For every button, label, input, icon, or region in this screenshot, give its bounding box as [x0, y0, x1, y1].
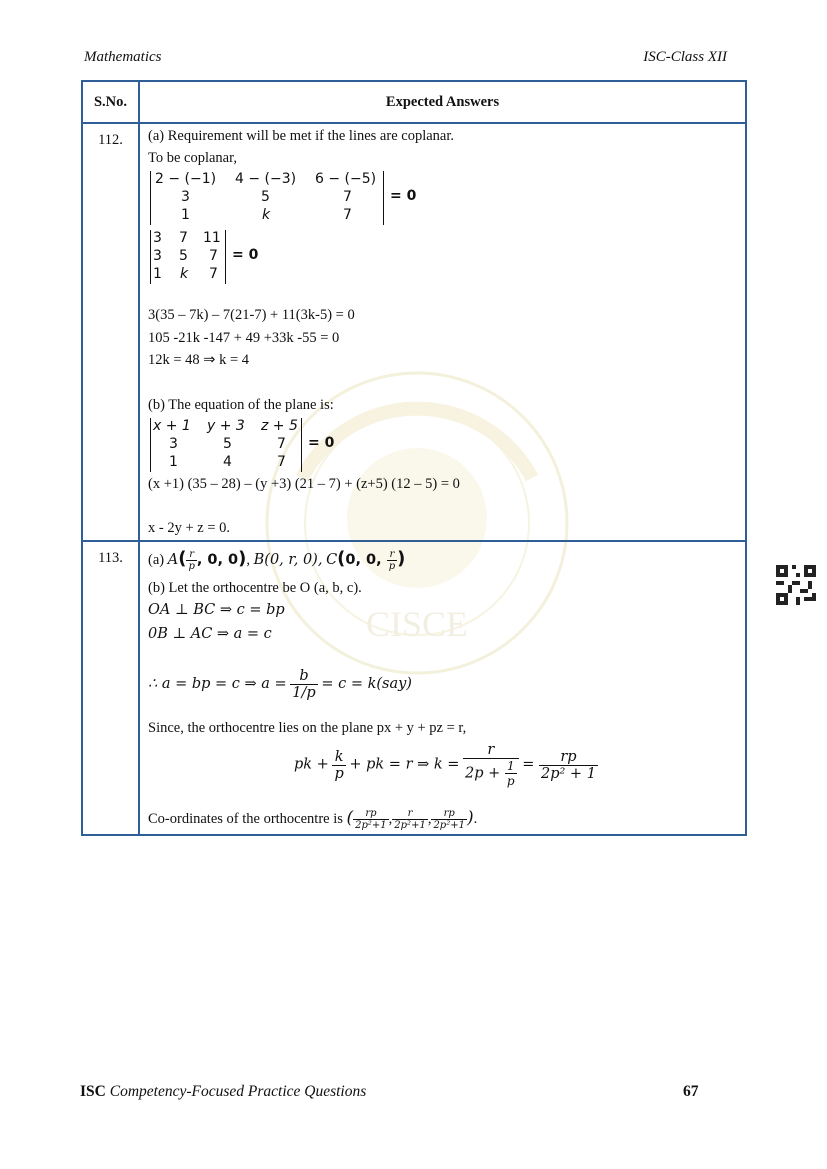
question-number: 112. [82, 123, 139, 541]
det-cell: 4 − (−3) [235, 171, 297, 187]
det-cell: 1 [181, 207, 190, 223]
step-1: 3(35 – 7k) – 7(21-7) + 11(3k-5) = 0 [148, 307, 355, 323]
coords-line: Co-ordinates of the orthocentre is ( $\frac{rp}{\text{2p²+1}}$ , $\frac{r}{\text{2p²+1}}$ , $\frac{rp}{\text{2p²+1}}$ ). [148, 808, 478, 832]
therefore-right: = c = k(say) [321, 675, 412, 692]
page-number: 67 [683, 1083, 699, 1100]
col-sno-header: S.No. [82, 81, 139, 123]
point-a-label: A [167, 552, 179, 568]
part-b-text: (b) Let the orthocentre be O (a, b, c). [148, 580, 362, 596]
det-cell: 3 [169, 436, 178, 452]
det-cell: 2 − (−1) [155, 171, 217, 187]
equals-zero: = 0 [308, 435, 335, 451]
det-cell: 7 [277, 454, 286, 470]
step-4: (x +1) (35 – 28) – (y +3) (21 – 7) + (z+5) (12 – 5) = 0 [148, 476, 460, 492]
pk-mid: + pk = r ⇒ k = [349, 756, 460, 773]
determinant-3 [150, 418, 302, 472]
therefore-left: ∴ a = bp = c ⇒ a = [148, 675, 287, 692]
det-cell: 7 [343, 189, 352, 205]
det-cell: 1 [153, 266, 162, 282]
det-cell: 7 [277, 436, 286, 452]
coords-text: Co-ordinates of the orthocentre is [148, 811, 343, 827]
footer-subtitle: Competency-Focused Practice Questions [109, 1083, 367, 1100]
det-cell: 1 [169, 454, 178, 470]
point-c-label: C [326, 552, 338, 568]
det-cell: 7 [209, 248, 218, 264]
part-b-text: (b) The equation of the plane is: [148, 397, 334, 413]
det-cell: x + 1 [153, 418, 191, 434]
part-a-text: (a) Requirement will be met if the lines are coplanar. [148, 128, 454, 144]
det-cell: 3 [153, 230, 162, 246]
det-cell: 11 [203, 230, 221, 246]
pk-left: pk + [294, 756, 329, 773]
question-number: 113. [82, 541, 139, 835]
det-cell: 5 [261, 189, 270, 205]
table-row-113 [82, 541, 746, 835]
det-cell: 4 [223, 454, 232, 470]
coplanar-text: To be coplanar, [148, 150, 237, 166]
svg-text:CISCE: CISCE [365, 604, 469, 644]
det-cell: 6 − (−5) [315, 171, 377, 187]
footer-isc: ISC [80, 1083, 106, 1100]
det-cell: k [262, 207, 271, 223]
part-a-points: (a) A( $\frac{r}{p}$ , 0, 0), B(0, r, 0), C(0, 0, $\frac{r}{p}$ ) [148, 548, 406, 573]
since-text: Since, the orthocentre lies on the plane px + y + pz = r, [148, 720, 467, 736]
det-cell: y + 3 [207, 418, 245, 434]
step-3: 12k = 48 ⇒ k = 4 [148, 352, 250, 368]
header-subject: Mathematics [84, 49, 162, 65]
det-cell: 3 [153, 248, 162, 264]
table-row-112 [82, 123, 746, 541]
qr-code-icon [776, 565, 816, 605]
det-cell: k [180, 266, 189, 282]
point-b: B(0, r, 0), [253, 552, 323, 568]
final-answer: x - 2y + z = 0. [148, 520, 230, 536]
ob-perp-line: 0B ⊥ AC ⇒ a = c [148, 626, 272, 642]
det-cell: 5 [223, 436, 232, 452]
det-cell: z + 5 [261, 418, 298, 434]
k-derivation: pk + $\frac{k}{p}$ + pk = r ⇒ k = r 2p + $\frac{1}{p}$ = $\frac{rp}{\text{2p² + 1}}$ [294, 742, 596, 788]
equals-zero: = 0 [232, 247, 259, 263]
determinant-1 [150, 171, 384, 225]
header-class: ISC-Class XII [643, 49, 727, 65]
answer-cell-113 [139, 541, 746, 835]
footer-title [80, 1083, 366, 1101]
det-cell: 7 [179, 230, 188, 246]
det-cell: 7 [209, 266, 218, 282]
col-answers-header: Expected Answers [139, 81, 746, 123]
answers-table [81, 80, 747, 836]
oa-perp-line: OA ⊥ BC ⇒ c = bp [148, 602, 285, 618]
det-cell: 5 [179, 248, 188, 264]
det-cell: 3 [181, 189, 190, 205]
equals-zero: = 0 [390, 188, 417, 204]
table-header-row [82, 81, 746, 123]
determinant-2 [150, 230, 226, 284]
answer-cell-112 [139, 123, 746, 541]
therefore-line: ∴ a = bp = c ⇒ a = $\frac{b}{1/p}$ = c = k(say) [148, 668, 412, 701]
part-a-label: (a) [148, 552, 165, 568]
step-2: 105 -21k -147 + 49 +33k -55 = 0 [148, 330, 340, 346]
det-cell: 7 [343, 207, 352, 223]
